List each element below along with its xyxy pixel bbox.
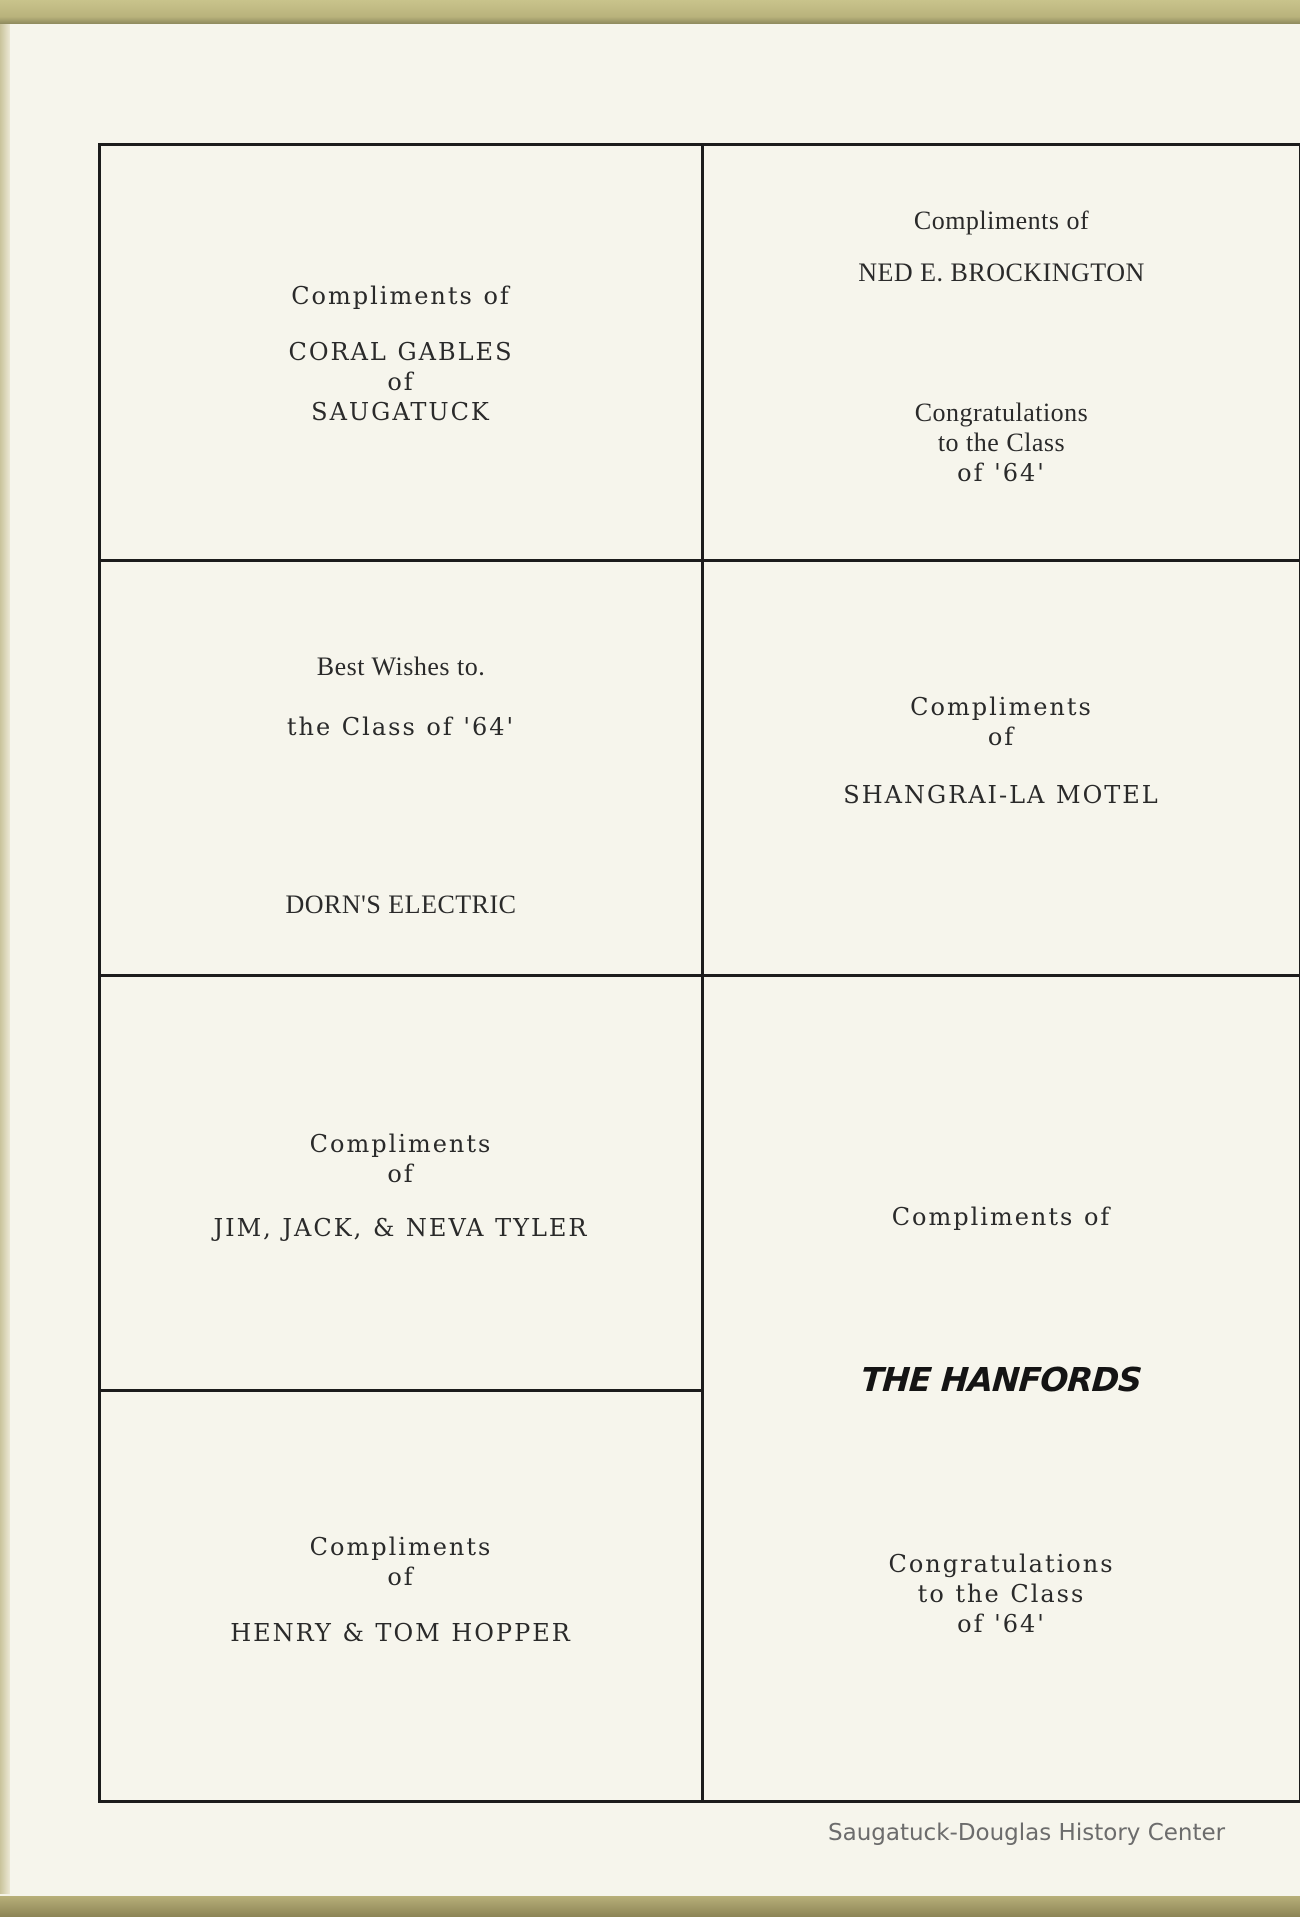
ad-line: Compliments: [910, 693, 1093, 721]
ad-line: Best Wishes to.: [316, 652, 486, 681]
watermark: Saugatuck-Douglas History Center: [828, 1820, 1226, 1846]
page-gutter: [0, 24, 10, 1894]
ad-line: of: [387, 1563, 415, 1591]
ad-line: JIM, JACK, & NEVA TYLER: [213, 1214, 589, 1242]
ad-grid: [98, 143, 1300, 1803]
ad-line: of: [387, 1160, 415, 1188]
yearbook-page: [10, 24, 1300, 1896]
ad-shangrai-la-motel: [704, 562, 1299, 974]
ad-coral-gables: [101, 146, 701, 559]
ad-line: of '64': [957, 1610, 1046, 1638]
ad-line: of '64': [957, 459, 1046, 487]
book-spine-top: [0, 0, 1300, 24]
ad-line: Compliments of: [291, 282, 511, 310]
ad-line: THE HANFORDS: [860, 1360, 1143, 1399]
ad-line: NED E. BROCKINGTON: [858, 258, 1145, 287]
ad-line: Congratulations: [888, 1550, 1115, 1578]
ad-line: of: [387, 368, 415, 396]
ad-line: Compliments of: [913, 206, 1090, 235]
ad-line: Compliments: [309, 1533, 493, 1561]
book-spine-bottom: [0, 1896, 1300, 1917]
ad-line: SAUGATUCK: [311, 398, 491, 426]
ad-tyler: [101, 977, 701, 1389]
ad-ned-brockington: [704, 146, 1299, 559]
ad-line: CORAL GABLES: [288, 338, 514, 366]
ad-line: DORN'S ELECTRIC: [285, 890, 517, 919]
ad-line: Compliments of: [891, 1203, 1112, 1231]
ad-hopper: [101, 1392, 701, 1800]
ad-line: the Class of '64': [286, 713, 516, 741]
ad-line: SHANGRAI-LA MOTEL: [843, 781, 1160, 809]
ad-line: to the Class: [937, 428, 1066, 457]
ad-line: Congratulations: [914, 398, 1089, 427]
ad-line: HENRY & TOM HOPPER: [230, 1619, 572, 1647]
ad-line: of: [987, 723, 1016, 751]
ad-dorns-electric: [101, 562, 701, 974]
ad-hanfords: [704, 977, 1299, 1800]
ad-line: to the Class: [917, 1580, 1086, 1608]
ad-line: Compliments: [309, 1130, 493, 1158]
